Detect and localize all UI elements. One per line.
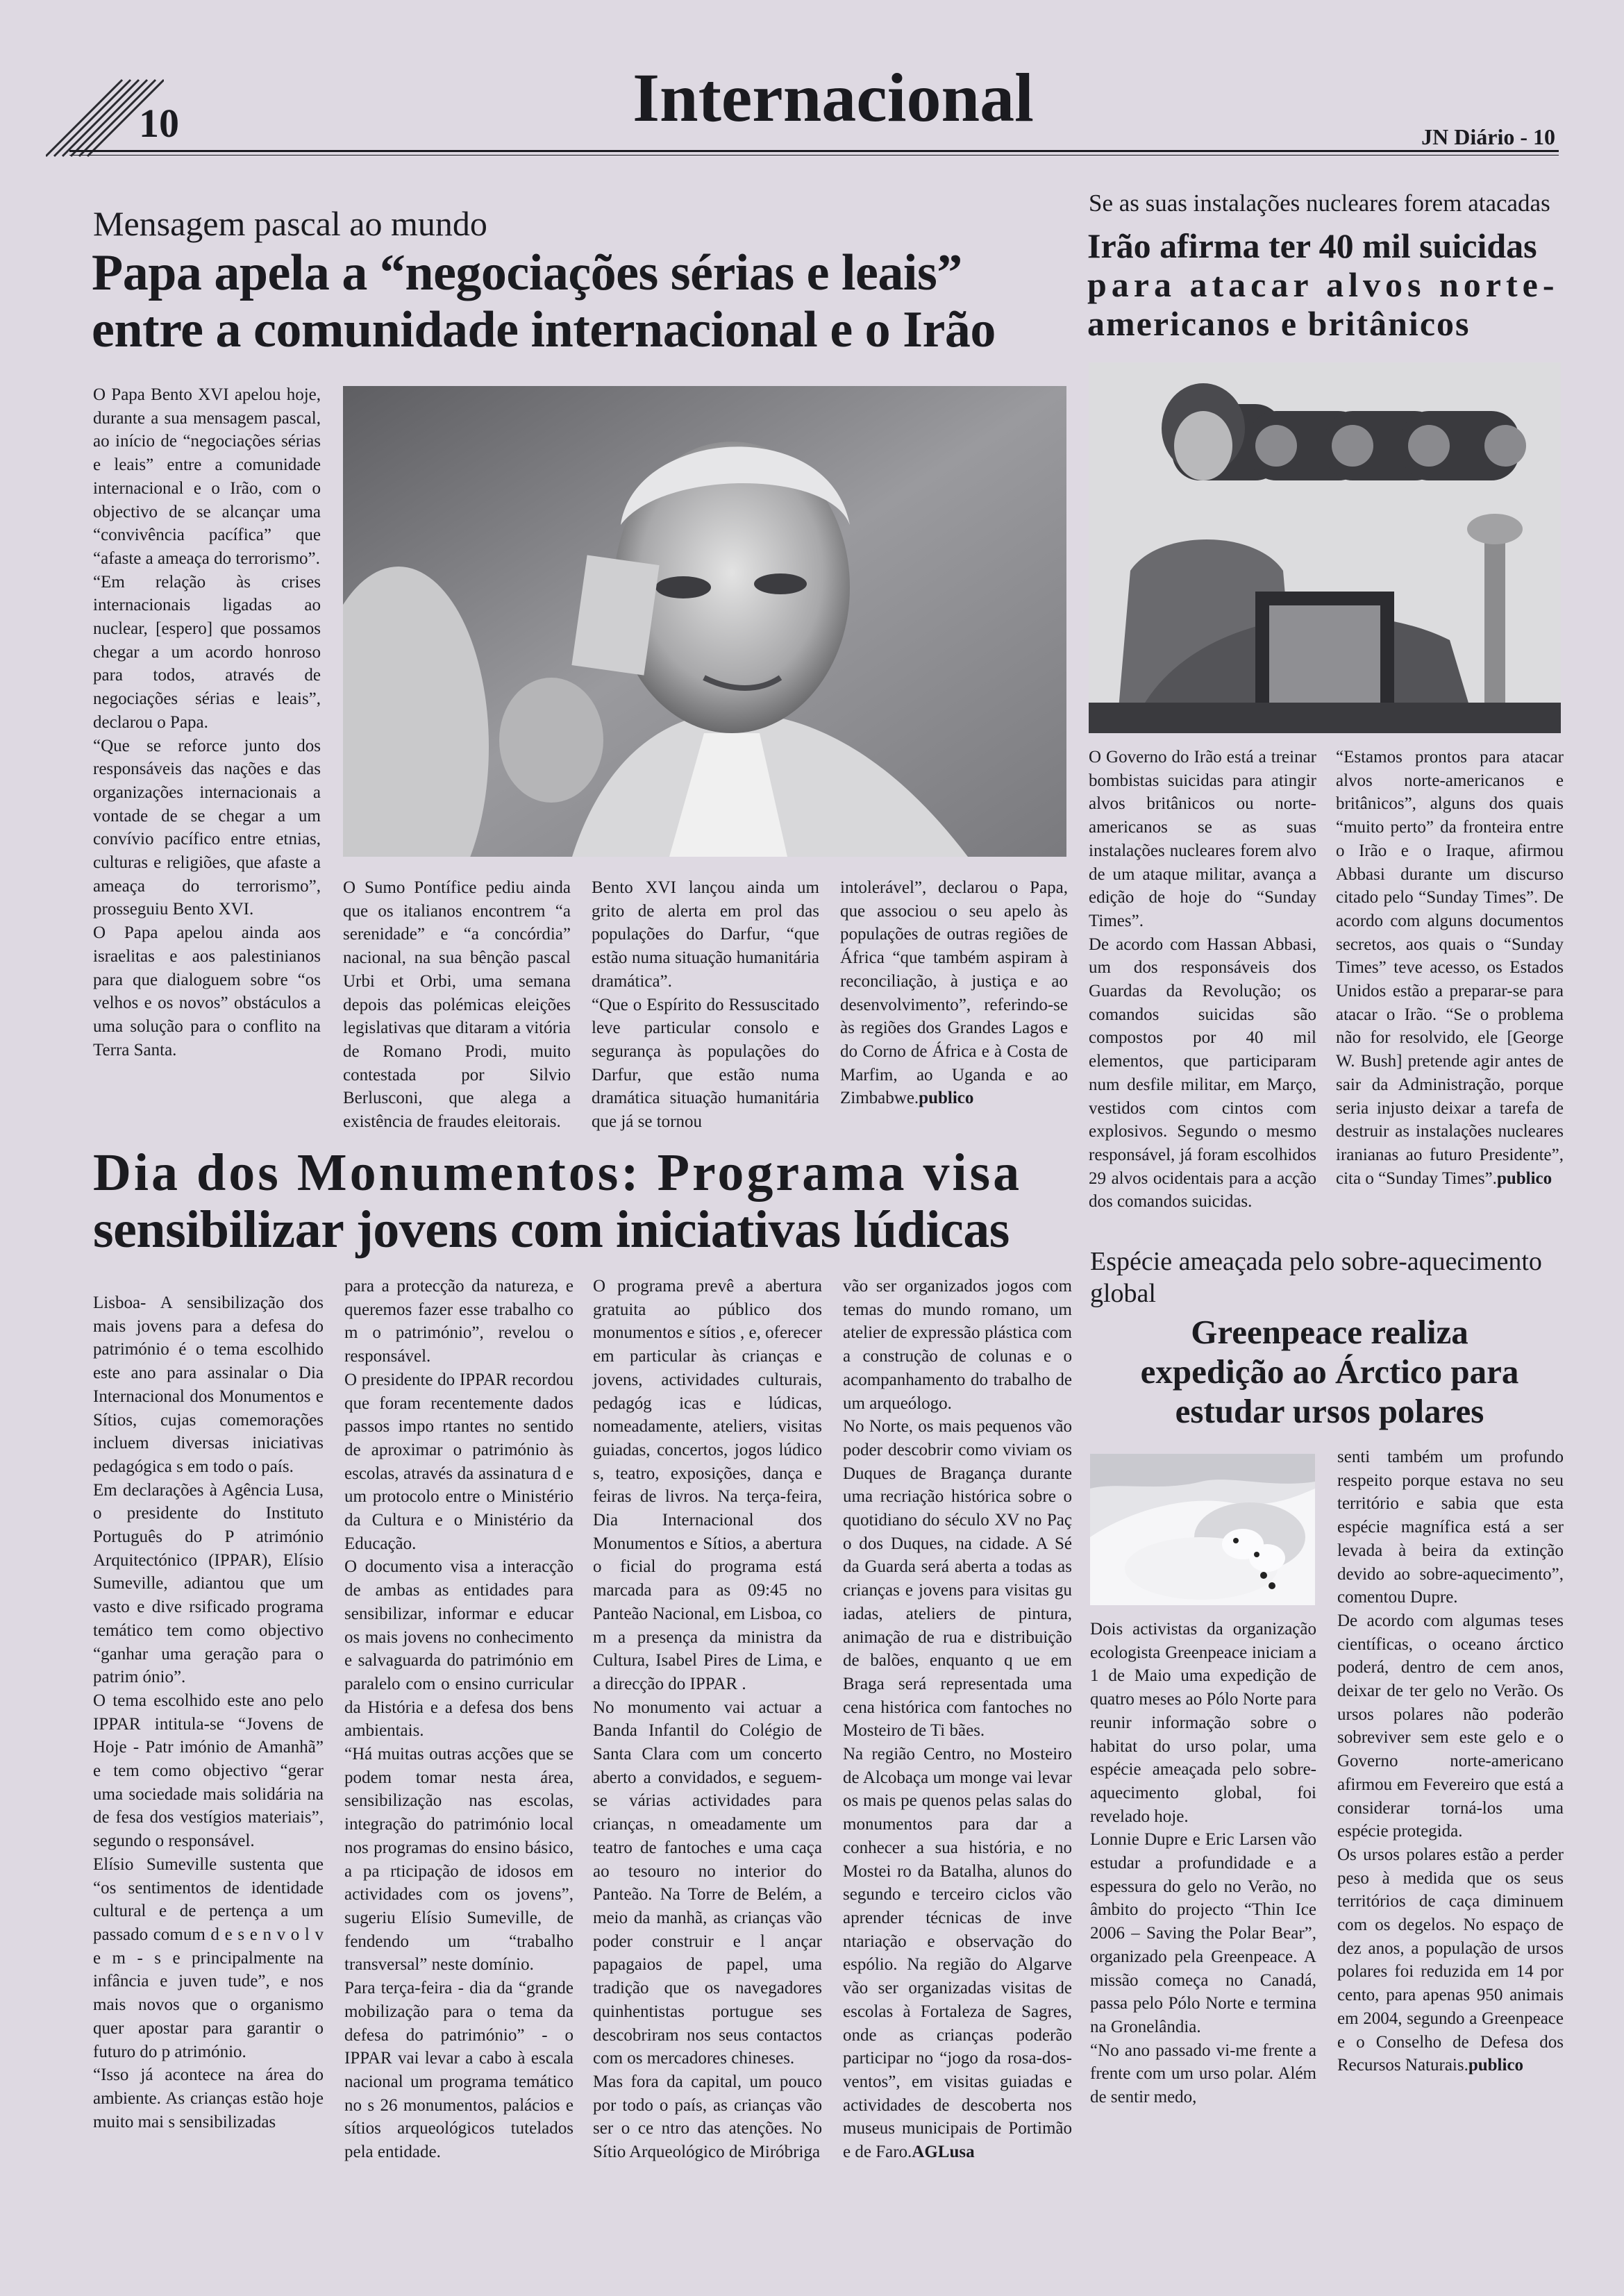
papa-headline-line: Papa apela a “negociações sérias e leais” [92, 244, 962, 301]
paragraph: Dois activistas da organização ecologista Greenpeace iniciam a 1 de Maio uma expedição de quatro meses ao Pólo Norte para reunir informação sobre o habitat do urso polar, uma espécie ameaçada pelo sobre-aquecimento global, foi revelado hoje. [1090, 1620, 1316, 1826]
paragraph: O Sumo Pontífice pediu ainda que os italianos encontrem “a serenidade” e “a concórdia” nacional, na sua bênção pascal Urbi et Orbi, uma semana depois das polémicas eleições legislativas que ditaram a vitória de Romano Prodi, muito contestada por Silvio Berlusconi, que alega a existência de fraudes eleitorais. [343, 878, 571, 1132]
greenpeace-headline-line: Greenpeace realiza [1191, 1313, 1468, 1351]
greenpeace-column-1 [1090, 1618, 1316, 2109]
paragraph-text: Os ursos polares estão a perder peso à medida que os seus territórios de caça diminuem com os degelos. No espaço de dez anos, a população de ursos polares foi reduzida em 14 por cento, para apenas 950 animais em 2004, segundo a Greenpeace e o Conselho de Defesa dos Recursos Naturais. [1337, 1845, 1564, 2075]
papa-kicker: Mensagem pascal ao mundo [93, 204, 487, 243]
greenpeace-headline-line: estudar ursos polares [1175, 1392, 1484, 1430]
monumentos-headline-line: sensibilizar jovens com iniciativas lúdicas [93, 1200, 1010, 1259]
monumentos-column-1 [93, 1291, 324, 2134]
monumentos-headline-line: Dia dos Monumentos: Programa visa [93, 1143, 1023, 1202]
soldier-rocket-image [1089, 362, 1561, 733]
edition-label: JN Diário - 10 [1421, 124, 1555, 149]
paragraph: No Norte, os mais pequenos vão poder descobrir como viviam os Duques de Bragança durante uma recriação histórica sobre o quotidiano do século XV no Paç o dos Duques, na cidade. A Sé da Guarda será aberta a todas as crianças e jovens para visitas gu iadas, ateliers de pintura, animação de rua e distribuição de balões, enquanto q ue em Braga será representada uma cena histórica com fantoches no Mosteiro de Ti bães. [843, 1417, 1072, 1741]
polar-bears-image [1090, 1454, 1315, 1605]
paragraph: O Papa apelou ainda aos israelitas e aos palestinianos para que dialoguem sobre “os velhos e os novos” obstáculos a uma solução para o conflito na Terra Santa. [93, 923, 321, 1059]
paragraph: Para terça-feira - dia da “grande mobilização para o tema da defesa do património” - o IPPAR vai levar a cabo à escala nacional um programa temático no s 26 monumentos, palácios e sítios arqueológicos tutelados pela entidade. [344, 1979, 574, 2162]
paragraph [843, 1743, 1072, 2164]
paragraph: “Há muitas outras acções que se podem tomar nesta área, sensibilização nas escolas, integração do património local nos programas do ensino básico, a pa rticipação de idosos em actividades com os jovens”, sugeriu Elísio Sumeville, de fendendo um “trabalho transversal” neste domínio. [344, 1745, 574, 1975]
papa-headline-line: entre a comunidade internacional e o Irão [92, 301, 996, 358]
paragraph: O presidente do IPPAR recordou que foram recentemente dados passos impo rtantes no sentido de aproximar o património às escolas, através da assinatura d e um protocolo entre o Ministério da Cultura e o Ministério da Educação. [344, 1370, 574, 1553]
greenpeace-kicker: Espécie ameaçada pelo sobre-aquecimento global [1090, 1247, 1542, 1308]
paragraph: vão ser organizados jogos com temas do mundo romano, um atelier de expressão plástica com a construção de colunas e o acompanhamento do trabalho de um arqueólogo. [843, 1277, 1072, 1413]
paragraph: Mas fora da capital, um pouco por todo o país, as crianças vão ser o ce ntro das atenções. No Sítio Arqueológico de Miróbriga [593, 2072, 822, 2162]
irao-headline-line: para atacar alvos norte- [1087, 265, 1559, 304]
pope-portrait-image [343, 386, 1066, 857]
paragraph: “Isso já acontece na área do ambiente. As crianças estão hoje muito mai s sensibilizadas [93, 2065, 324, 2131]
paragraph-text: Na região Centro, no Mosteiro de Alcobaça um monge vai levar os mais pe quenos pelas salas do monumentos para dar a conhecer a sua história, e no Mostei ro da Batalha, alunos do segundo e terceiro ciclos vão aprender técnicas de inve ntariação e observação do espólio. Na região do Algarve vão ser organizadas visitas de escolas à Fortaleza de Sagres, onde as crianças poderão participar no “jogo da rosa-dos-ventos”, em visitas guiadas e actividades de descoberta nos museus municipais de Portimão e de Faro. [843, 1745, 1072, 2162]
paragraph-text: intolerável”, declarou o Papa, que associou o seu apelo às populações de outras regiões de África “que também aspiram à reconciliação, à justiça e ao desenvolvimento”, referindo-se às regiões dos Grandes Lagos e do Corno de África e à Costa de Marfim, ao Uganda e ao Zimbabwe. [840, 878, 1068, 1108]
paragraph: O documento visa a interacção de ambas as entidades para sensibilizar, informar e educar os mais jovens no conhecimento e salvaguarda do património em paralelo com o ensino curricular da História e a defesa dos bens ambientais. [344, 1557, 574, 1741]
irao-kicker: Se as suas instalações nucleares forem atacadas [1089, 190, 1550, 217]
paragraph: “Em relação às crises internacionais ligadas ao nuclear, [espero] que possamos chegar a um acordo honroso para todos, através de negociações sérias e leais”, declarou o Papa. [93, 572, 321, 732]
monumentos-column-3 [593, 1275, 822, 2164]
monumentos-column-2 [344, 1275, 574, 2164]
paragraph: O Papa Bento XVI apelou hoje, durante a sua mensagem pascal, ao início de “negociações sérias e leais” entre a comunidade internacional e o Irão, com o objectivo de se alcançar uma “convivência pacífica” que “afaste a ameaça do terrorismo”. [93, 385, 321, 568]
source-credit: publico [919, 1089, 974, 1108]
paragraph: Elísio Sumeville sustenta que “os sentimentos de identidade cultural e de pertença a um passado comum d e s e n v o l v e m - s e principalmente na infância e juven tude”, e nos mais novos que o organismo quer apostar para garantir o futuro do p atrimónio. [93, 1854, 324, 2061]
irao-headline [1087, 226, 1566, 343]
paragraph [1337, 1843, 1564, 2077]
irao-headline-line: Irão afirma ter 40 mil suicidas [1087, 226, 1537, 265]
monumentos-headline [93, 1144, 1072, 1258]
greenpeace-photo [1090, 1454, 1315, 1605]
paragraph: O tema escolhido este ano pelo IPPAR intitula-se “Jovens de Hoje - Patr imónio de Amanhã” e tem como objectivo “gerar uma sociedade mais solidária na de fesa dos vestígios materiais”, segundo o responsável. [93, 1691, 324, 1851]
paragraph: “Que o Espírito do Ressuscitado leve particular consolo e segurança às populações do Darfur, que estão numa dramática situação humanitária que já se tornou [592, 995, 819, 1132]
paragraph: O programa prevê a abertura gratuita ao público dos monumentos e sítios , e, oferecer em particular às crianças e jovens, actividades culturais, pedagóg icas e lúdicas, nomeadamente, ateliers, visitas guiadas, concertos, jogos lúdico s, teatro, exposições, dança e feiras de livros. Na terça-feira, Dia Internacional dos Monumentos e Sítios, a abertura o ficial do programa está marcada para as 09:45 no Panteão Nacional, em Lisboa, co m a presença da ministra da Cultura, Isabel Pires de Lima, e a direcção do IPPAR . [593, 1277, 822, 1693]
papa-column-2 [343, 876, 571, 1134]
paragraph: Bento XVI lançou ainda um grito de alerta em prol das populações do Darfur, “que estão numa situação humanitária dramática”. [592, 878, 819, 991]
paragraph [1336, 746, 1564, 1190]
papa-column-1 [93, 383, 321, 1062]
section-title: Internacional [633, 59, 1034, 136]
page-number: 10 [139, 101, 179, 146]
paragraph: De acordo com Hassan Abbasi, um dos responsáveis dos Guardas da Revolução; os comandos suicidas são compostos por 40 mil elementos, que participaram num desfile militar, em Março, vestidos com cintos com explosivos. Segundo o mesmo responsável, já foram escolhidos 29 alvos ocidentais para a acção dos comandos suicidas. [1089, 935, 1316, 1212]
papa-column-3 [592, 876, 819, 1134]
paragraph: No monumento vai actuar a Banda Infantil do Colégio de Santa Clara com um concerto aberto a convidados, e seguem-se várias actividades para crianças, n omeadamente um teatro de fantoches e uma caça ao tesouro no interior do Panteão. Na Torre de Belém, a meio da manhã, as crianças vão poder construir e l ançar papagaios de papel, uma tradição que os navegadores quinhentistas portugue ses descobriram nos seus contactos com os mercadores chineses. [593, 1698, 822, 2068]
paragraph: “No ano passado vi-me frente a frente com um urso polar. Além de sentir medo, [1090, 2041, 1316, 2107]
page-header [0, 0, 1624, 167]
paragraph: Lonnie Dupre e Eric Larsen vão estudar a profundidade e a espessura do gelo no Verão, no âmbito do projecto “Thin Ice 2006 – Saving the Polar Bear”, organizado pela Greenpeace. A missão começa no Canadá, passa pelo Pólo Norte e termina na Gronelândia. [1090, 1830, 1316, 2036]
papa-column-4 [840, 876, 1068, 1110]
paragraph: De acordo com algumas teses científicas, o oceano árctico poderá, dentro de cem anos, deixar de ter gelo no Verão. Os ursos polares não poderão sobreviver sem este gelo e o Governo norte-americano afirmou em Fevereiro que está a considerar torná-los uma espécie protegida. [1337, 1611, 1564, 1841]
paragraph: Lisboa- A sensibilização dos mais jovens para a defesa do património é o tema escolhido este ano para assinalar o Dia Internacional dos Monumentos e Sítios, cujas comemorações incluem diversas iniciativas pedagógica s em todo o país. [93, 1293, 324, 1476]
source-credit: AGLusa [912, 2143, 975, 2162]
paragraph: para a protecção da natureza, e queremos fazer esse trabalho co m o património”, revelou o responsável. [344, 1277, 574, 1366]
greenpeace-column-2 [1337, 1446, 1564, 2077]
paragraph: Em declarações à Agência Lusa, o presidente do Instituto Português do P atrimónio Arquitectónico (IPPAR), Elísio Sumeville, adiantou que um vasto e dive rsificado programa temático tem como objectivo “ganhar uma geração para o patrim ónio”. [93, 1480, 324, 1687]
irao-photo [1089, 362, 1561, 733]
greenpeace-headline [1090, 1312, 1569, 1431]
source-credit: publico [1468, 2056, 1524, 2075]
irao-headline-line: americanos e britânicos [1087, 304, 1471, 343]
paragraph: senti também um profundo respeito porque estava no seu território e sabia que esta espécie magnífica está a ser levada à beira da extinção devido ao sobre-aquecimento”, comentou Dupre. [1337, 1448, 1564, 1607]
paragraph-text: “Estamos prontos para atacar alvos norte-americanos e britânicos”, alguns dos quais “muito perto” da fronteira entre o Irão e o Iraque, afirmou Abbasi durante um discurso citado pelo “Sunday Times”. De acordo com alguns documentos secretos, aos quais o “Sunday Times” teve acesso, os Estados Unidos estão a preparar-se para atacar o Irão. “Se o problema não for resolvido, ele [George W. Bush] pretende agir antes de sair da Administração, porque seria injusto deixar a tarefa de destruir as instalações nucleares iranianas ao futuro Presidente”, cita o “Sunday Times”. [1336, 748, 1564, 1188]
irao-column-2 [1336, 746, 1564, 1190]
paragraph: “Que se reforce junto dos responsáveis das nações e das organizações internacionais a vontade de se chegar a um convívio pacífico entre etnias, culturas e religiões, que afaste a ameaça do terrorismo”, prosseguiu Bento XVI. [93, 736, 321, 919]
source-credit: publico [1496, 1168, 1552, 1188]
paragraph [840, 876, 1068, 1110]
irao-column-1 [1089, 746, 1316, 1214]
papa-headline [92, 244, 1078, 358]
paragraph: O Governo do Irão está a treinar bombistas suicidas para atingir alvos britânicos ou norte-americanos se as suas instalações nucleares forem alvo de um ataque militar, avança a edição de hoje do “Sunday Times”. [1089, 748, 1316, 930]
greenpeace-headline-line: expedição ao Árctico para [1140, 1352, 1519, 1391]
papa-photo [343, 386, 1066, 857]
header-rule-thin [69, 155, 1559, 156]
header-rule [69, 150, 1559, 152]
monumentos-column-4 [843, 1275, 1072, 2164]
